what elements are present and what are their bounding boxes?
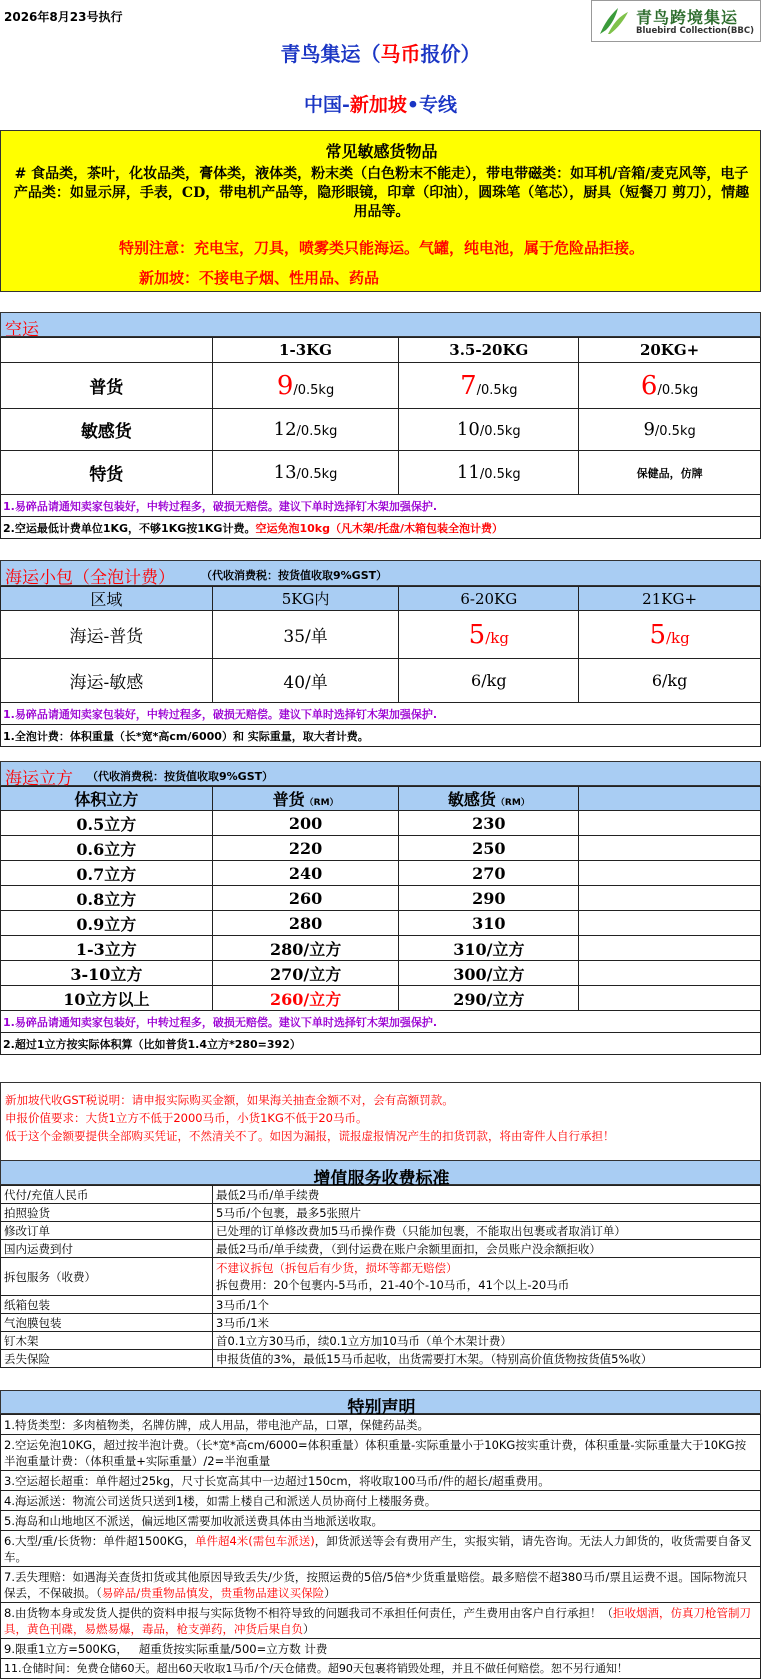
table-row: 0.7立方 240 270 (1, 861, 761, 886)
sensitive-list: # 食品类，茶叶，化妆品类，膏体类，液体类，粉末类（白色粉末不能走），带电带磁类：如耳机/音箱/麦克风等，电子产品类：如显示屏，手表，CD，带电机产品等，隐形眼镜，印章（印油），圆珠笔（笔芯），厨具（短餐刀 剪刀），情趣用品等。 (13, 166, 750, 220)
table-row: 0.9立方 280 310 (1, 911, 761, 936)
table-row: 海运-普货 35/单 5/kg 5/kg (1, 611, 761, 659)
table-row: 海运-敏感 40/单 6/kg 6/kg (1, 659, 761, 703)
air-table (0, 337, 761, 539)
table-row: 10立方以上 260/立方 290/立方 (1, 986, 761, 1011)
sea-cube-table (0, 786, 761, 1055)
gst-notice: 新加坡代收GST税说明：请申报实际购买金额，如果海关抽查金额不对，会有高额罚款。 申报价值要求：大货1立方不低于2000马币，小货1KG不低于20马币。 低于这个金额要提供全部购买凭证，不然清关不了。如因为漏报，谎报虚报情况产生的扣货罚款，将由寄件人自行承担！ (0, 1082, 761, 1162)
list-item: 5.海岛和山地地区不派送，偏远地区需要加收派送费具体由当地派送收取。 (1, 1511, 761, 1531)
statement-table (0, 1414, 761, 1679)
page-title: 青鸟集运（马币报价） (280, 42, 481, 66)
bird-icon (596, 4, 632, 40)
special-warning: 特别注意：充电宝，刀具，喷雾类只能海运。气罐，纯电池，属于危险品拒接。 (118, 239, 644, 257)
company-logo: 青鸟跨境集运 Bluebird Collection(BBC) (591, 0, 761, 42)
sea-small-col-header: 区域 5KG内 6-20KG 21KG+ (1, 587, 761, 611)
list-item: 6.大型/重/长货物：单件超1500KG，单件超4米(需包车派送)，卸货派送等会有费用产生，实报实销，请先咨询。无法人力卸货的，收货需要自备叉车。 (1, 1531, 761, 1567)
sea-cube-header: 海运立方 （代收消费税：按货值收取9%GST） (0, 761, 761, 786)
services-header: 增值服务收费标准 (0, 1160, 761, 1185)
header (0, 0, 761, 126)
list-item: 2.空运免泡10KG，超过按半泡计费。（长*宽*高cm/6000=体积重量）体积重量-实际重量小于10KG按实重计费，体积重量-实际重量大于10KG按半泡重量计费：（体积重量+实际重量）/2=半泡重量 (1, 1435, 761, 1471)
sea-small-note-1: 1.易碎品请通知卖家包装好，中转过程多，破损无赔偿。建议下单时选择钉木架加强保护. (1, 703, 761, 725)
sea-small-table (0, 586, 761, 747)
table-row: 特货 13/0.5kg 11/0.5kg 保健品，仿牌 (1, 451, 761, 495)
table-row: 纸箱包装 3马币/1个 (1, 1296, 761, 1314)
statement-header: 特别声明 (0, 1390, 761, 1414)
table-row: 3-10立方 270/立方 300/立方 (1, 961, 761, 986)
table-row: 普货 9/0.5kg 7/0.5kg 6/0.5kg (1, 363, 761, 409)
air-note-2: 2.空运最低计费单位1KG，不够1KG按1KG计费。空运免泡10kg（凡木架/托盘/木箱包装全泡计费） (1, 517, 761, 539)
table-row: 代付/充值人民币 最低2马币/单手续费 (1, 1186, 761, 1204)
list-item: 8.由货物本身或发货人提供的资料申报与实际货物不相符导致的问题我司不承担任何责任，产生费用由客户自行承担！（拒收烟酒，仿真刀枪管制刀具，黄色刊碟，易燃易爆，毒品，枪支弹药，冲货后果自负） (1, 1603, 761, 1639)
table-row: 0.5立方 200 230 (1, 811, 761, 836)
table-row: 气泡膜包装 3马币/1米 (1, 1314, 761, 1332)
table-row: 修改订单 已处理的订单修改费加5马币操作费（只能加包裹，不能取出包裹或者取消订单） (1, 1222, 761, 1240)
table-row: 拍照验货 5马币/个包裹，最多5张照片 (1, 1204, 761, 1222)
route-line: 中国-新加坡•专线 (303, 94, 458, 116)
sea-small-note-2: 1.全泡计费：体积重量（长*宽*高cm/6000）和 实际重量，取大者计费。 (1, 725, 761, 747)
table-row: 敏感货 12/0.5kg 10/0.5kg 9/0.5kg (1, 409, 761, 451)
table-row: 1-3立方 280/立方 310/立方 (1, 936, 761, 961)
sensitive-goods-box (0, 130, 761, 292)
sea-small-header: 海运小包（全泡计费） （代收消费税：按货值收取9%GST） (0, 560, 761, 586)
singapore-restriction: 新加坡：不接电子烟、性用品、药品 (139, 269, 380, 287)
sensitive-title: 常见敏感货物品 (325, 142, 438, 161)
list-item: 4.海运派送：物流公司送货只送到1楼，如需上楼自己和派送人员协商付上楼服务费。 (1, 1491, 761, 1511)
list-item: 3.空运超长超重：单件超过25kg，尺寸长宽高其中一边超过150cm，将收取100马币/件的超长/超重费用。 (1, 1471, 761, 1491)
air-header: 空运 (0, 312, 761, 337)
table-row: 丢失保险 申报货值的3%，最低15马币起收，出货需要打木架。（特别高价值货物按货值5%收） (1, 1350, 761, 1368)
table-row: 钉木架 首0.1立方30马币，续0.1立方加10马币（单个木架计费） (1, 1332, 761, 1350)
table-row: 0.8立方 260 290 (1, 886, 761, 911)
sea-cube-note-2: 2.超过1立方按实际体积算（比如普货1.4立方*280=392） (1, 1033, 761, 1055)
list-item: 1.特货类型：多肉植物类，名牌仿牌，成人用品，带电池产品，口罩，保健药品类。 (1, 1415, 761, 1435)
table-row: 0.6立方 220 250 (1, 836, 761, 861)
table-row: 拆包服务（收费） 不建议拆包（拆包后有少货，损坏等都无赔偿） 拆包费用：20个包裹内-5马币，21-40个-10马币，41个以上-20马币 (1, 1258, 761, 1296)
list-item: 11.仓储时间：免费仓储60天。超出60天收取1马币/个/天仓储费。超90天包裹将销毁处理，并且不做任何赔偿。恕不另行通知！ (1, 1659, 761, 1679)
sea-cube-note-1: 1.易碎品请通知卖家包装好，中转过程多，破损无赔偿。建议下单时选择钉木架加强保护. (1, 1011, 761, 1033)
services-table (0, 1185, 761, 1368)
air-note-1: 1.易碎品请通知卖家包装好，中转过程多，破损无赔偿。建议下单时选择钉木架加强保护. (1, 495, 761, 517)
list-item: 9.限重1立方=500KG， 超重货按实际重量/500=立方数 计费 (1, 1639, 761, 1659)
table-row: 国内运费到付 最低2马币/单手续费，（到付运费在账户余额里面扣，会员账户没余额拒收） (1, 1240, 761, 1258)
list-item: 7.丢失理赔：如遇海关查货扣货或其他原因导致丢失/少货，按照运费的5倍/5倍*少货重量赔偿。最多赔偿不超380马币/票且运费不退。国际物流只保丢，不保破损。（易碎品/贵重物品慎发，贵重物品建议买保险） (1, 1567, 761, 1603)
effective-date: 2026年8月23号执行 (4, 10, 123, 24)
air-col-header: 1-3KG 3.5-20KG 20KG+ (1, 338, 761, 363)
sea-cube-col-header: 体积立方 普货（RM） 敏感货（RM） (1, 787, 761, 811)
